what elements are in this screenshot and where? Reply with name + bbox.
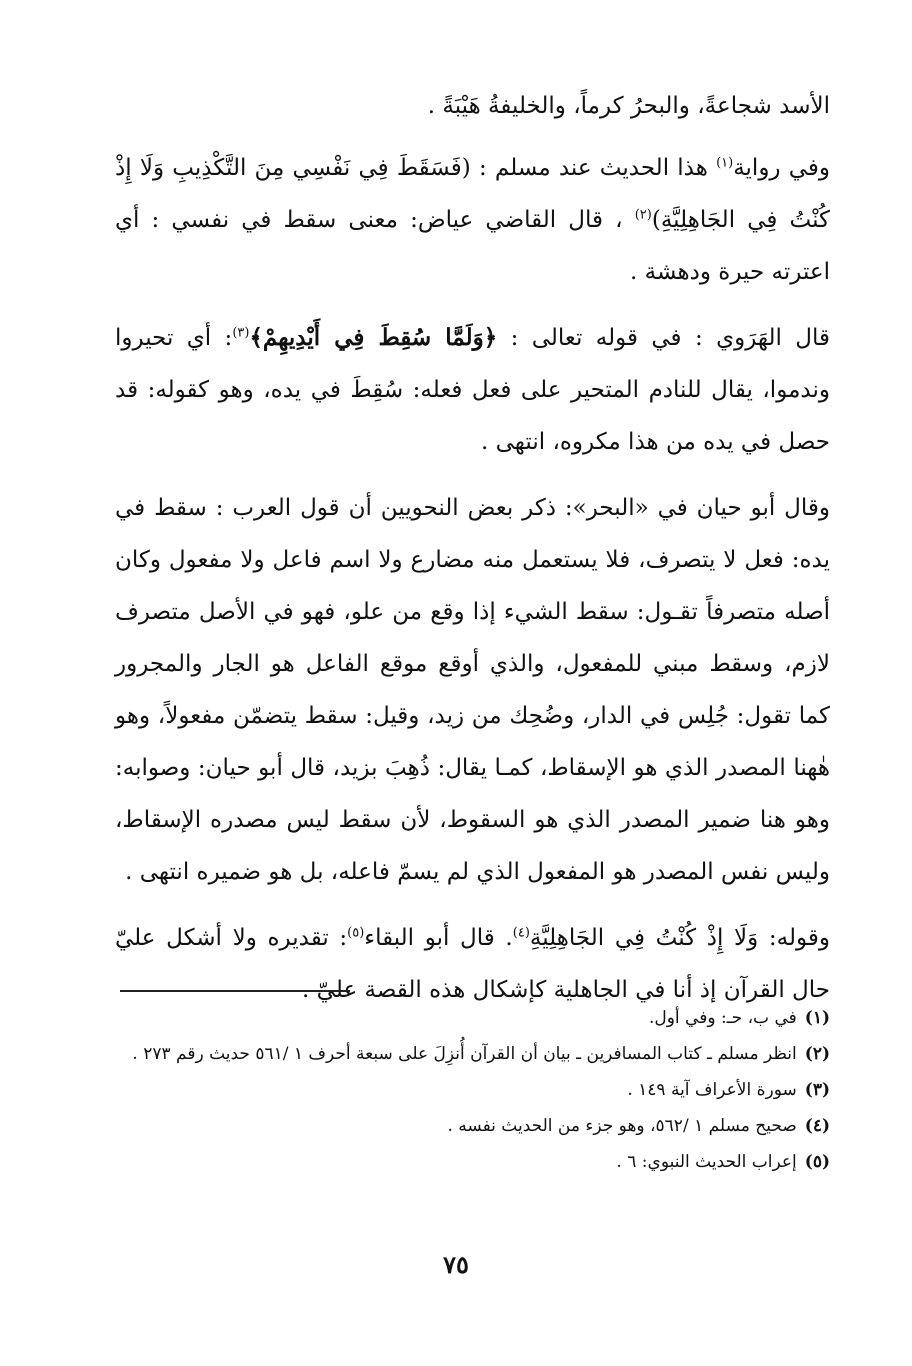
paragraph-4 (115, 482, 830, 898)
footnote-ref-4: (٤) (512, 925, 530, 941)
paragraph-3-text-a: قال الهَرَوي : في قوله تعالى : (497, 325, 830, 351)
footnote-divider (120, 990, 350, 992)
footnote-ref-5: (٥) (347, 925, 365, 941)
footnote-item (115, 1002, 830, 1034)
paragraph-2-text-b: هذا الحديث عند مسلم : (فَسَقَطَ فِي نَفْسِي مِنَ التَّكْذِيبِ وَلَا إِذْ كُنْتُ فِي الجَاهِلِيَّةِ) (115, 155, 830, 233)
footnote-ref-2: (٢) (634, 207, 652, 223)
paragraph-5-text-a: وقوله: وَلَا إِذْ كُنْتُ فِي الجَاهِلِيَّةِ (529, 925, 830, 951)
footnote-number: (٣) (804, 1080, 830, 1100)
paragraph-2-text-c: ، قال القاضي عياض: معنى سقط في نفسي : أي اعترته حيرة ودهشة . (115, 207, 830, 285)
page-body (115, 80, 830, 1030)
paragraph-5-text-c: : تقديره ولا أشكل عليّ حال القرآن إذ أنا في الجاهلية كإشكال هذه القصة عليّ . (115, 925, 830, 1003)
footnote-number: (٥) (804, 1152, 830, 1172)
footnote-text: سورة الأعراف آية ١٤٩ . (627, 1080, 797, 1100)
footnote-ref-3: (٣) (232, 325, 250, 341)
footnote-text: صحيح مسلم ١ /٥٦٢، وهو جزء من الحديث نفسه . (447, 1116, 797, 1136)
paragraph-2-text-a: وفي رواية (733, 155, 831, 181)
footnote-number: (٤) (804, 1116, 830, 1136)
footnote-number: (١) (804, 1008, 830, 1028)
footnote-text: إعراب الحديث النبوي: ٦ . (616, 1152, 797, 1172)
footnotes (115, 1002, 830, 1182)
paragraph-4-text: وقال أبو حيان في «البحر»: ذكر بعض النحويين أن قول العرب : سقط في يده: فعل لا يتصرف، فلا يستعمل منه مضارع ولا اسم فاعل ولا مفعول وكان أصله متصرفاً تقـول: سقط الشيء إذا وقع من علو، فهو في الأصل متصرف لازم، وسقط مبني للمفعول، والذي أوقع موقع الفاعل هو الجار والمجرور كما تقول: جُلِس في الدار، وضُحِك من زيد، وقيل: سقط يتضمّن مفعولاً، وهو هٰهنا المصدر الذي هو الإسقاط، كمـا يقال: ذُهِبَ بزيد، قال أبو حيان: وصوابه: وهو هنا ضمير المصدر الذي هو السقوط، لأن سقط ليس مصدره الإسقاط، وليس نفس المصدر هو المفعول الذي لم يسمّ فاعله، بل هو ضميره انتهى . (115, 495, 830, 885)
paragraph-3-text-b: : أي تحيروا وندموا، يقال للنادم المتحير على فعل فعله: سُقِطَ في يده، وهو كقوله: قد حصل في يده من هذا مكروه، انتهى . (115, 325, 830, 455)
paragraph-5-text-b: . قال أبو البقاء (364, 925, 513, 951)
footnote-item (115, 1110, 830, 1142)
paragraph-3 (115, 312, 830, 468)
footnote-item (115, 1038, 830, 1070)
paragraph-1 (115, 80, 830, 132)
paragraph-5 (115, 912, 830, 1016)
footnote-number: (٢) (804, 1044, 830, 1064)
footnote-item (115, 1146, 830, 1178)
paragraph-2 (115, 142, 830, 298)
paragraph-1-text: الأسد شجاعةً، والبحرُ كرماً، والخليفةُ هَيْبَةً . (427, 93, 830, 119)
footnote-text: في ب، حـ: وفي أول. (648, 1008, 797, 1028)
footnote-item (115, 1074, 830, 1106)
quran-verse: ﴿وَلَمَّا سُقِطَ فِي أَيْدِيهِمْ﴾ (249, 324, 498, 351)
page-number: ٧٥ (443, 1250, 469, 1279)
footnote-ref-1: (١) (716, 155, 734, 171)
footnote-text: انظر مسلم ـ كتاب المسافرين ـ بيان أن القرآن أُنزِلَ على سبعة أحرف ١ /٥٦١ حديث رقم ٢٧٣ . (132, 1044, 797, 1064)
